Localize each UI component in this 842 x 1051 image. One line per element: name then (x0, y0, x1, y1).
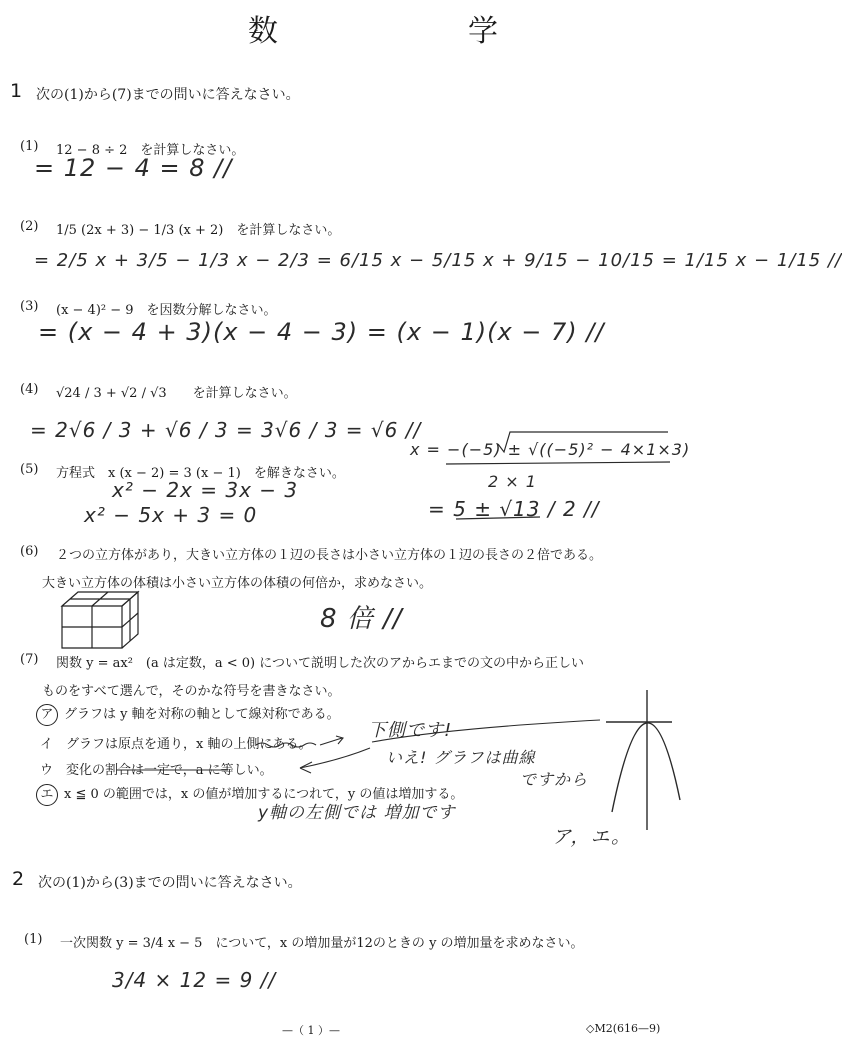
q1-5-work2: x² − 5x + 3 = 0 (84, 503, 258, 527)
q1-7-note-curve: いえ! グラフは曲線 (386, 748, 536, 767)
q1-7-answer: ア，エ。 (552, 826, 632, 848)
option-a-text: グラフは y 軸を対称の軸として線対称である。 (64, 707, 340, 722)
q1-2-label: (2) (20, 219, 39, 234)
q1-6-label: (6) (20, 544, 39, 559)
q1-1-label: (1) (20, 139, 39, 154)
option-e-text: x ≦ 0 の範囲では，x の値が増加するにつれて，y の値は増加する。 (64, 787, 464, 802)
exam-code: ◇M2(616—9) (586, 1022, 661, 1035)
q1-5-result: = 5 ± √13 / 2 // (428, 497, 600, 521)
q1-1-answer: = 12 − 4 = 8 // (34, 154, 233, 182)
q1-4-answer: = 2√6 / 3 + √6 / 3 = 3√6 / 3 = √6 // (30, 418, 422, 442)
q2-1-answer: 3/4 × 12 = 9 // (112, 968, 277, 992)
parabola-sketch (606, 690, 680, 830)
q1-3-answer: = (x − 4 + 3)(x − 4 − 3) = (x − 1)(x − 7) // (38, 318, 605, 346)
q1-5-work1: x² − 2x = 3x − 3 (112, 478, 299, 502)
q1-2-problem: 1/5 (2x + 3) − 1/3 (x + 2) を計算しなさい。 (56, 223, 341, 238)
q2-1-problem: 一次関数 y = 3/4 x − 5 について，x の増加量が12のときの y の増加量を求めなさい。 (60, 936, 584, 951)
section1-number: 1 (10, 80, 23, 102)
q1-7-note-because: ですから (520, 770, 589, 789)
q1-7-problem-line2: ものをすべて選んで，そのかな符号を書きなさい。 (42, 684, 341, 699)
q1-4-label: (4) (20, 382, 39, 397)
annotation-lines (116, 720, 600, 773)
section2-heading: 次の(1)から(3)までの問いに答えなさい。 (38, 875, 302, 891)
section2-number: 2 (12, 868, 25, 890)
q1-6-problem-line2: 大きい立方体の体積は小さい立方体の体積の何倍か，求めなさい。 (42, 576, 433, 591)
q1-1-problem: 12 − 8 ÷ 2 を計算しなさい。 (56, 143, 245, 158)
q1-5-formula-denominator: 2 × 1 (488, 472, 537, 491)
formula-lines (446, 432, 670, 519)
option-e-circled-mark: エ (36, 784, 58, 806)
q1-6-problem-line1: ２つの立方体があり，大きい立方体の１辺の長さは小さい立方体の１辺の長さの２倍である。 (56, 548, 603, 563)
section1-heading: 次の(1)から(7)までの問いに答えなさい。 (36, 87, 300, 103)
q1-2-answer: = 2/5 x + 3/5 − 1/3 x − 2/3 = 6/15 x − 5/15 x + 9/15 − 10/15 = 1/15 x − 1/15 // (34, 250, 842, 271)
q1-5-problem: 方程式 x (x − 2) = 3 (x − 1) を解きなさい。 (56, 466, 345, 481)
q1-7-note-increase: y軸の左側では 増加です (258, 803, 456, 823)
page-title: 数 学 (248, 14, 578, 49)
option-u-mark: ウ (40, 763, 54, 778)
q1-3-problem: (x − 4)² − 9 を因数分解しなさい。 (56, 303, 277, 318)
q2-1-label: (1) (24, 932, 43, 947)
q1-6-answer: 8 倍 // (320, 604, 403, 634)
option-a-circled-mark: ア (36, 704, 58, 726)
page-number: —（ 1 ）— (282, 1024, 340, 1037)
q1-7-label: (7) (20, 652, 39, 667)
q1-7-note-below: 下側です! (368, 720, 453, 741)
q1-7-problem-line1: 関数 y = ax² (a は定数，a < 0) について説明した次のアからエまでの文の中から正しい (56, 656, 585, 671)
option-i-mark: イ (40, 737, 54, 752)
option-u-text: 変化の割合は一定で，a に等しい。 (66, 763, 273, 778)
cube-illustration (62, 592, 138, 648)
q1-5-label: (5) (20, 462, 39, 477)
q1-4-problem: √24 / 3 + √2 / √3 を計算しなさい。 (56, 386, 297, 401)
option-i-text: グラフは原点を通り，x 軸の上側にある。 (66, 737, 312, 752)
q1-3-label: (3) (20, 299, 39, 314)
q1-5-formula-numerator: x = −(−5) ± √((−5)² − 4×1×3) (410, 440, 691, 459)
